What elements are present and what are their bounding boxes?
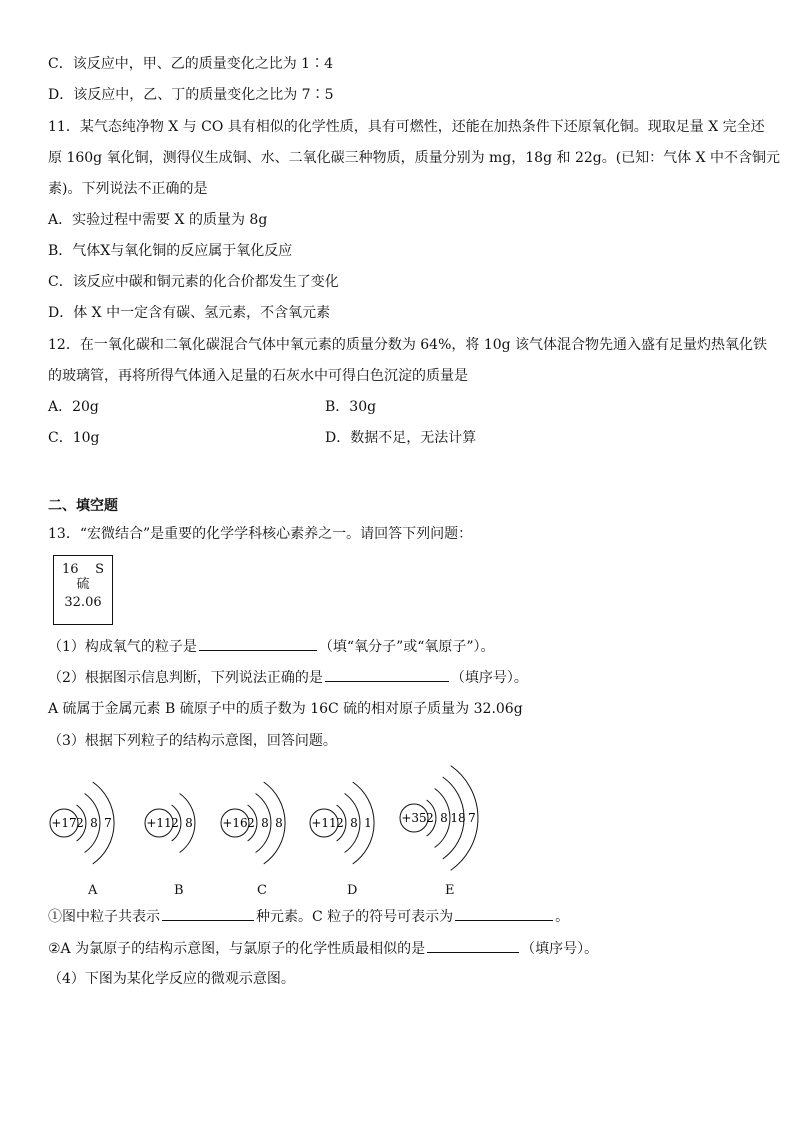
atom-d-electron-count: 1: [364, 816, 372, 830]
atom-c-electron-count: 2: [247, 816, 255, 830]
atom-d-electron-count: 2: [336, 816, 344, 830]
q12-stem-line1: 12．在一氧化碳和二氧化碳混合气体中氧元素的质量分数为 64%，将 10g 该气体混合物先通入盛有足量灼热氧化铁: [48, 337, 768, 353]
q10-option-c: C．该反应中，甲、乙的质量变化之比为 1∶4: [48, 56, 333, 72]
q11-option-a: A．实验过程中需要 X 的质量为 8g: [48, 212, 268, 228]
atom-c: [221, 782, 285, 864]
atom-c-charge: +16: [222, 816, 248, 830]
atom-d: [310, 782, 374, 864]
atom-a-charge: +17: [51, 816, 77, 830]
atom-b-electron-count: 8: [185, 816, 193, 830]
q12-option-a: A．20g: [48, 399, 99, 415]
element-number: 16: [62, 562, 79, 577]
q13-sub1-text-c: 。: [555, 909, 570, 925]
q13-part4: （4）下图为某化学反应的微观示意图。: [48, 971, 295, 987]
q13-part1: [48, 636, 495, 657]
atom-e-electron-count: 8: [440, 811, 448, 825]
answer-blank-5[interactable]: [427, 938, 519, 953]
atom-a-electron-count: 2: [76, 816, 84, 830]
atom-e: [400, 766, 478, 871]
q12-option-d: D．数据不足，无法计算: [325, 430, 477, 446]
q13-sub1: [48, 906, 569, 927]
q13-sub2-text-a: ②A 为氯原子的结构示意图，与氯原子的化学性质最相似的是: [48, 941, 426, 957]
q12-option-c: C．10g: [48, 430, 100, 446]
q10-option-d: D．该反应中，乙、丁的质量变化之比为 7∶5: [48, 87, 334, 103]
q12-stem-line2: 的玻璃管，再将所得气体通入足量的石灰水中可得白色沉淀的质量是: [48, 368, 468, 384]
q13-part3: （3）根据下列粒子的结构示意图，回答问题。: [48, 733, 337, 749]
answer-blank-4[interactable]: [455, 906, 553, 921]
atom-b: [145, 794, 195, 853]
atom-label-a: A: [88, 883, 98, 898]
q13-part2-text-b: （填序号）。: [450, 670, 528, 686]
atom-d-charge: +11: [311, 816, 337, 830]
atom-a-electron-count: 7: [104, 816, 112, 830]
atom-e-electron-count: 7: [468, 811, 476, 825]
q13-sub1-text-a: ①图中粒子共表示: [48, 909, 160, 925]
q11-stem-line1: 11．某气态纯净物 X 与 CO 具有相似的化学性质，具有可燃性，还能在加热条件下还原氧化铜。现取足量 X 完全还: [48, 119, 765, 135]
section-title: 二、填空题: [48, 498, 118, 514]
q13-stem: 13．“宏微结合”是重要的化学学科核心素养之一。请回答下列问题：: [48, 526, 473, 542]
atom-c-electron-count: 8: [275, 816, 283, 830]
q13-part2: [48, 667, 528, 688]
atom-label-e: E: [445, 883, 455, 898]
atom-e-electron-count: 18: [450, 811, 466, 825]
q11-option-b: B．气体X与氧化铜的反应属于氧化反应: [48, 243, 293, 259]
atom-a: [50, 782, 114, 864]
atom-b-charge: +11: [146, 816, 172, 830]
atom-e-charge: +35: [401, 811, 427, 825]
element-name: 硫: [76, 577, 90, 592]
q13-sub1-text-b: 种元素。C 粒子的符号可表示为: [256, 909, 454, 925]
q13-part2-text-a: （2）根据图示信息判断，下列说法正确的是: [48, 670, 323, 686]
atom-c-electron-count: 8: [261, 816, 269, 830]
answer-blank-3[interactable]: [162, 906, 254, 921]
q13-part1-text-b: （填“氧分子”或“氧原子”）。: [318, 639, 495, 655]
element-mass: 32.06: [64, 595, 102, 610]
q13-part2-options: A 硫属于金属元素 B 硫原子中的质子数为 16C 硫的相对原子质量为 32.06g: [48, 701, 523, 717]
atom-label-b: B: [174, 883, 184, 898]
q13-part1-text-a: （1）构成氧气的粒子是: [48, 639, 197, 655]
q11-stem-line3: 素)。下列说法不正确的是: [48, 181, 208, 197]
q13-sub2-text-b: （填序号）。: [521, 941, 599, 957]
answer-blank-2[interactable]: [325, 667, 449, 682]
q11-option-c: C．该反应中碳和铜元素的化合价都发生了变化: [48, 274, 339, 290]
element-symbol: S: [95, 562, 104, 577]
q13-sub2: [48, 938, 598, 959]
element-card: [53, 555, 113, 625]
atom-label-c: C: [257, 883, 267, 898]
atom-e-electron-count: 2: [426, 811, 434, 825]
answer-blank-1[interactable]: [199, 636, 317, 651]
q12-option-b: B．30g: [325, 399, 377, 415]
atom-b-electron-count: 2: [171, 816, 179, 830]
q11-option-d: D．体 X 中一定含有碳、氢元素，不含氧元素: [48, 305, 331, 321]
atom-structure-diagrams: [0, 755, 793, 925]
atom-a-electron-count: 8: [90, 816, 98, 830]
atom-d-electron-count: 8: [350, 816, 358, 830]
atom-label-d: D: [347, 883, 358, 898]
q11-stem-line2: 原 160g 氧化铜，测得仪生成铜、水、二氧化碳三种物质，质量分别为 mg，18g 和 22g。(已知：气体 X 中不含铜元: [48, 150, 781, 166]
